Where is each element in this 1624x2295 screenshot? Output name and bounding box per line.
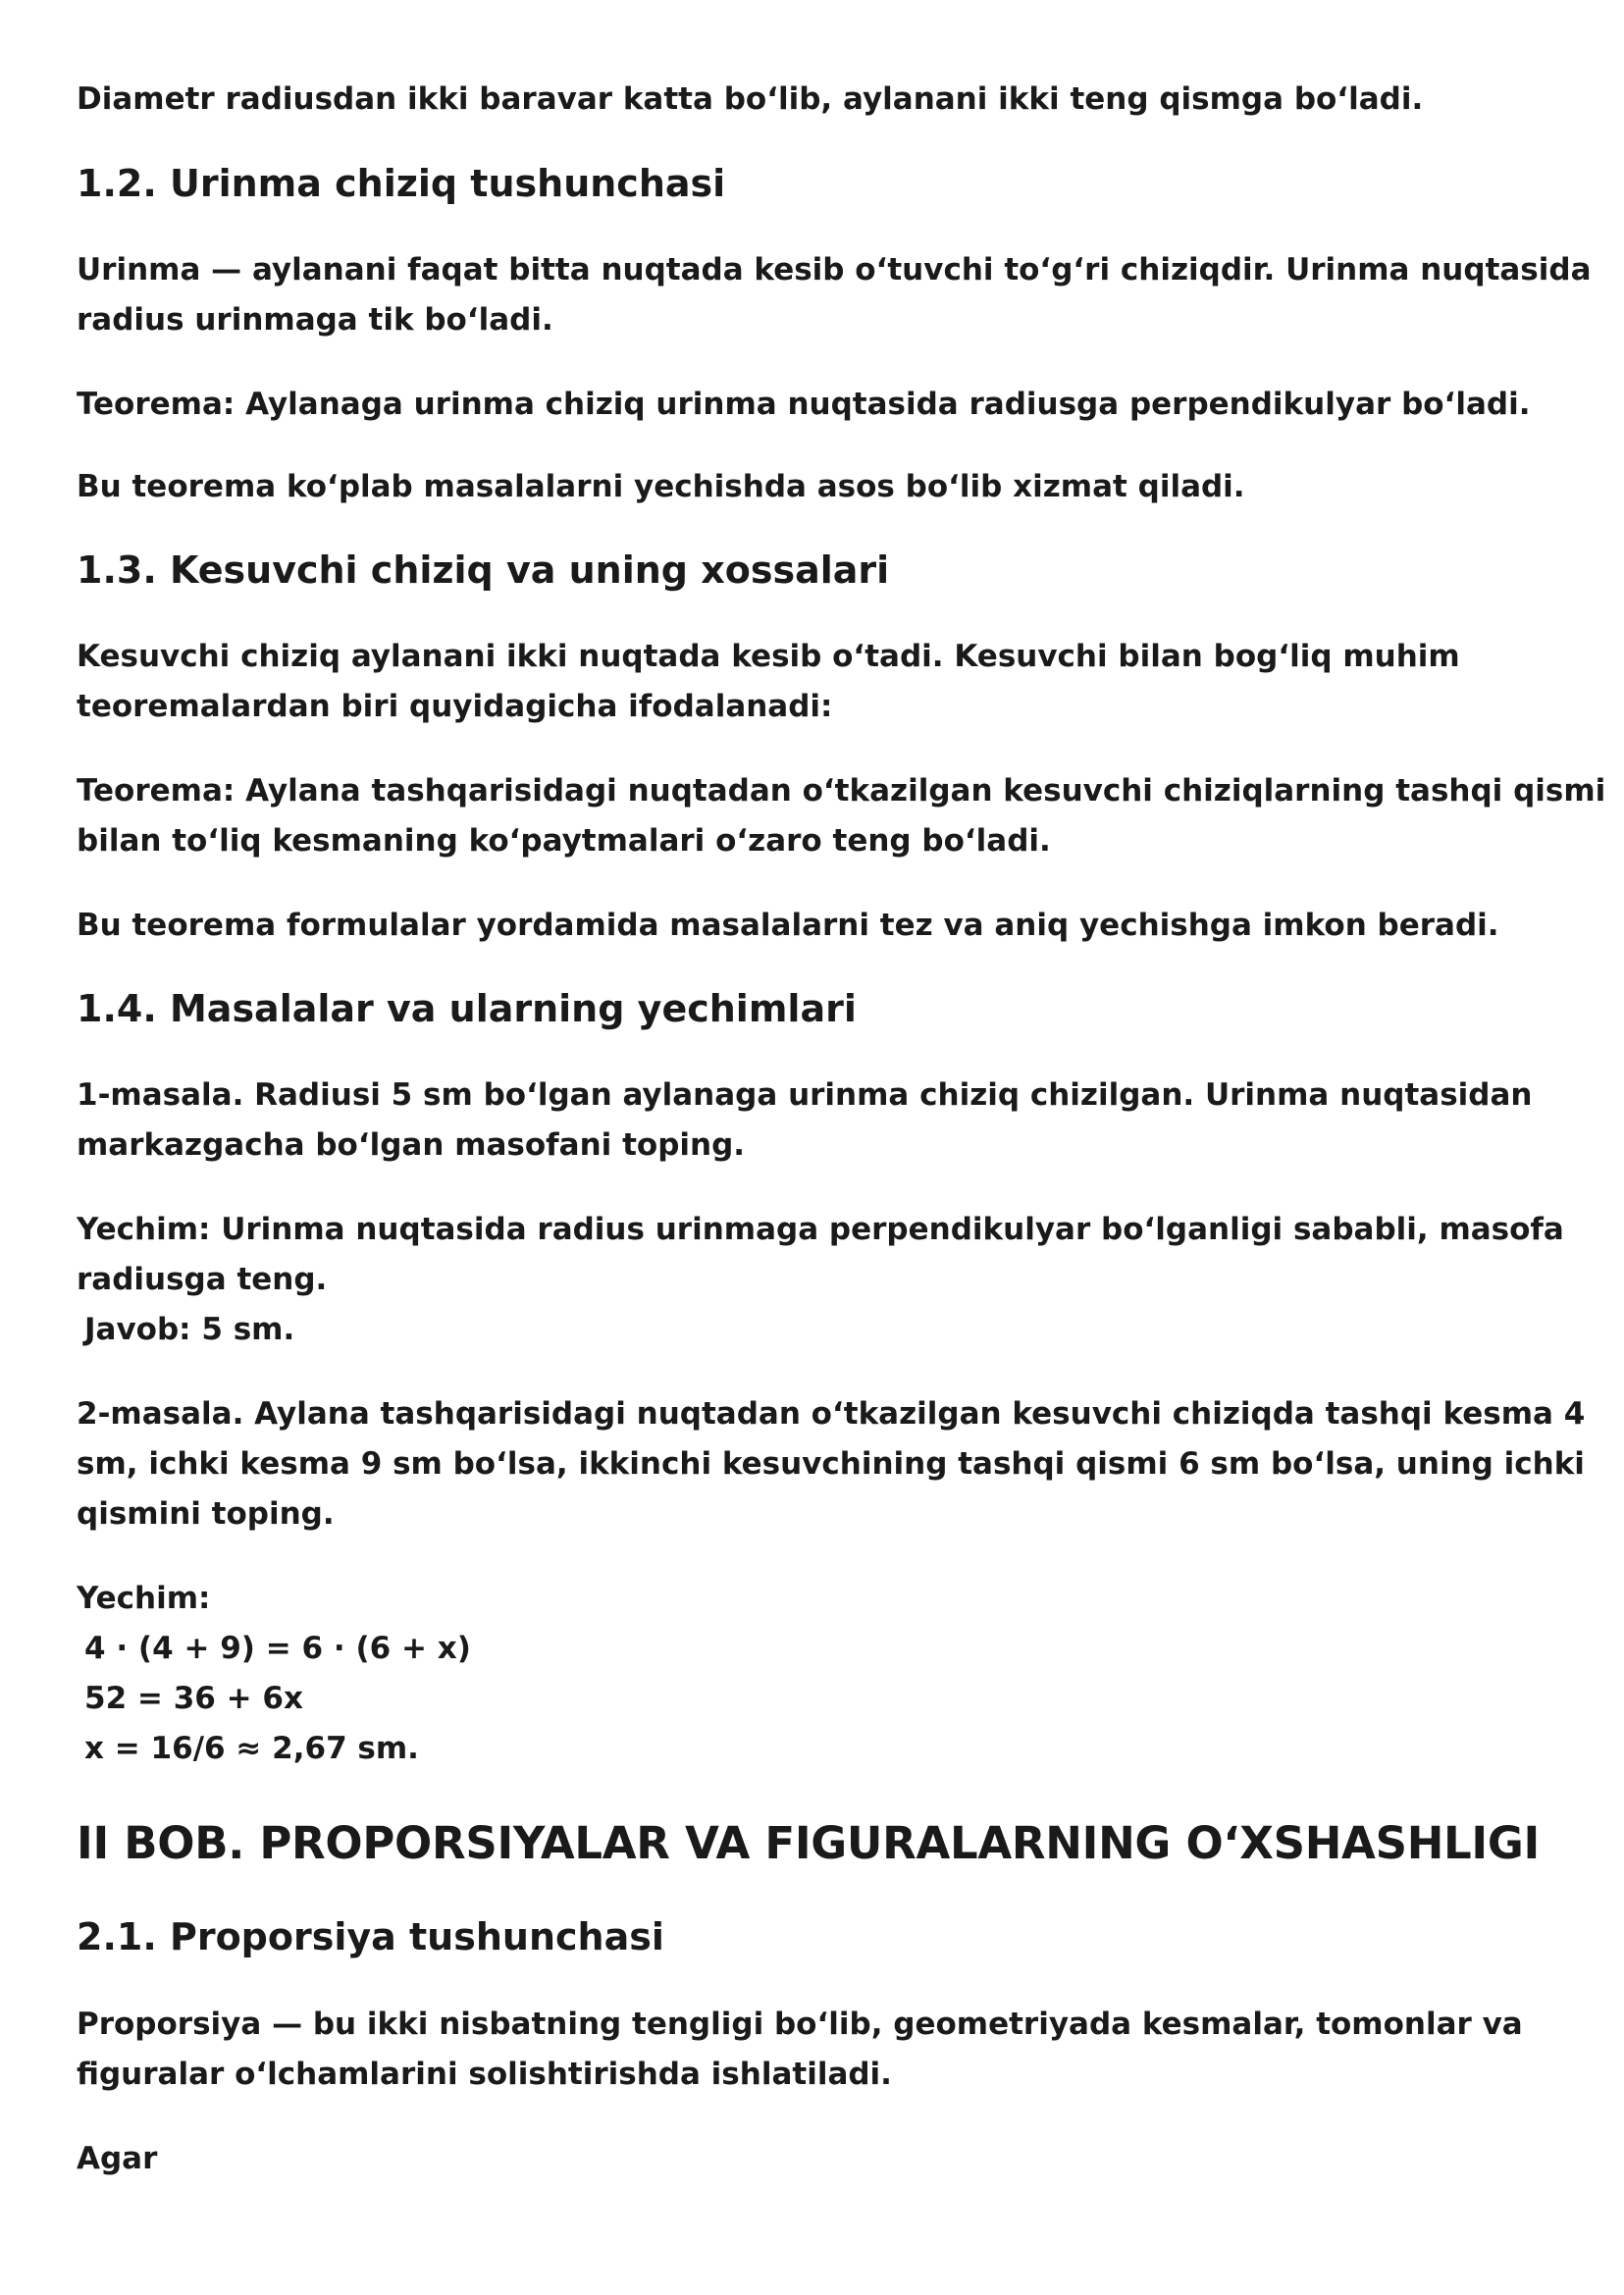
text-line: Agar: [77, 2141, 158, 2176]
paragraph-agar: [77, 2134, 1548, 2184]
text-line: 2-masala. Aylana tashqarisidagi nuqtadan o‘tkazilgan kesuvchi chiziqda tashqi kesma 4: [77, 1396, 1586, 1432]
section-heading-1-3: 1.3. Kesuvchi chiziq va uning xossalari: [77, 548, 890, 592]
section-heading-1-2: 1.2. Urinma chiziq tushunchasi: [77, 162, 726, 205]
chapter-heading-2: II BOB. PROPORSIYALAR VA FIGURALARNING O‘XSHASHLIGI: [77, 1817, 1540, 1869]
paragraph-masala-2: [77, 1389, 1586, 1539]
text-line: Urinma — aylanani faqat bitta nuqtada kesib o‘tuvchi to‘g‘ri chiziqdir. Urinma nuqtasida: [77, 252, 1592, 287]
paragraph-diametr: [77, 75, 1548, 125]
text-line: qismini toping.: [77, 1496, 335, 1532]
text-line: Yechim: Urinma nuqtasida radius urinmaga perpendikulyar bo‘lganligi sababli, masofa: [77, 1212, 1564, 1247]
equation-line: 4 · (4 + 9) = 6 · (6 + x): [84, 1631, 471, 1666]
paragraph-bu-teorema-2: [77, 901, 1548, 951]
paragraph-proporsiya: [77, 2000, 1548, 2100]
section-heading-1-4: 1.4. Masalalar va ularning yechimlari: [77, 987, 857, 1030]
text-line: markazgacha bo‘lgan masofani toping.: [77, 1127, 746, 1163]
text-line: Kesuvchi chiziq aylanani ikki nuqtada kesib o‘tadi. Kesuvchi bilan bog‘liq muhim: [77, 639, 1460, 674]
text-line: Bu teorema ko‘plab masalalarni yechishda asos bo‘lib xizmat qiladi.: [77, 469, 1245, 504]
text-line: radius urinmaga tik bo‘ladi.: [77, 302, 553, 338]
section-heading-2-1: 2.1. Proporsiya tushunchasi: [77, 1915, 664, 1958]
text-line: teoremalardan biri quyidagicha ifodalanadi:: [77, 689, 833, 724]
paragraph-teorema-urinma: [77, 380, 1548, 430]
text-line: sm, ichki kesma 9 sm bo‘lsa, ikkinchi kesuvchining tashqi qismi 6 sm bo‘lsa, uning ichki: [77, 1446, 1585, 1482]
text-line: Proporsiya — bu ikki nisbatning tengligi bo‘lib, geometriyada kesmalar, tomonlar va: [77, 2007, 1523, 2042]
text-line: bilan to‘liq kesmaning ko‘paytmalari o‘zaro teng bo‘ladi.: [77, 823, 1051, 859]
paragraph-urinma: [77, 245, 1592, 345]
paragraph-teorema-kesuvchi: [77, 766, 1606, 866]
answer-line: Javob: 5 sm.: [84, 1312, 295, 1347]
text-line: Yechim:: [77, 1581, 211, 1616]
equation-line: 52 = 36 + 6x: [84, 1681, 303, 1716]
text-line: Bu teorema formulalar yordamida masalalarni tez va aniq yechishga imkon beradi.: [77, 908, 1499, 943]
paragraph-masala-1: [77, 1070, 1548, 1171]
text-line: Diametr radiusdan ikki baravar katta bo‘lib, aylanani ikki teng qismga bo‘ladi.: [77, 81, 1424, 117]
paragraph-bu-teorema-1: [77, 462, 1548, 512]
equation-line: x = 16/6 ≈ 2,67 sm.: [84, 1731, 419, 1766]
text-line: 1-masala. Radiusi 5 sm bo‘lgan aylanaga urinma chiziq chizilgan. Urinma nuqtasidan: [77, 1077, 1533, 1113]
text-line: Teorema: Aylanaga urinma chiziq urinma nuqtasida radiusga perpendikulyar bo‘ladi.: [77, 387, 1531, 422]
text-line: radiusga teng.: [77, 1262, 328, 1297]
paragraph-kesuvchi: [77, 632, 1548, 732]
paragraph-yechim-1: [77, 1205, 1564, 1355]
text-line: Teorema: Aylana tashqarisidagi nuqtadan o‘tkazilgan kesuvchi chiziqlarning tashqi qismi: [77, 773, 1606, 808]
text-line: figuralar o‘lchamlarini solishtirishda ishlatiladi.: [77, 2057, 892, 2092]
paragraph-yechim-2: [77, 1574, 1548, 1774]
